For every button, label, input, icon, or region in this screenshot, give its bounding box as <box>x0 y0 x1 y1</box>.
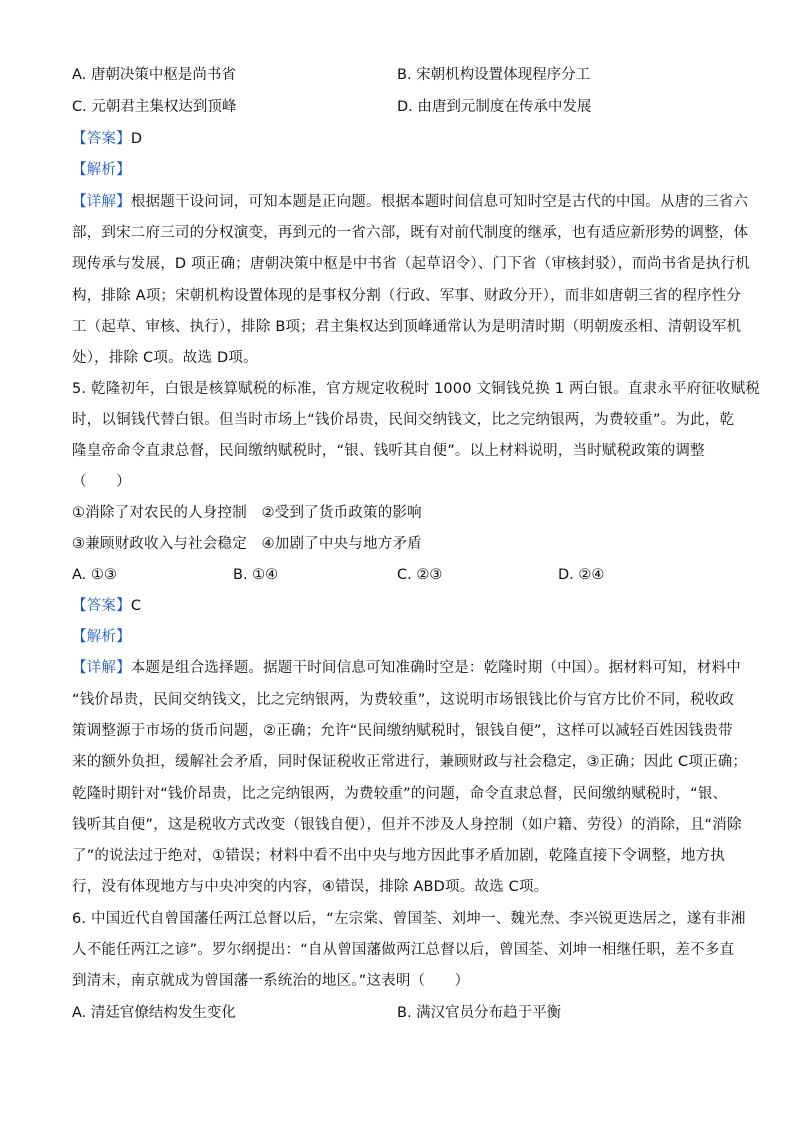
q5-detail-line-2: “钱价昂贵，民间交纳钱文，比之完纳银两，为费较重”，这说明市场银钱比价与官方比价不同，税收政 <box>72 692 735 708</box>
q4-detail-line-5: 工（起草、审核、执行），排除 B项；君主集权达到顶峰通常认为是明清时期（明朝废丞相、清朝设军机 <box>72 319 742 335</box>
q5-detail-line-4: 来的额外负担，缓解社会矛盾，同时保证税收正常进行，兼顾财政与社会稳定，③正确；因此 C项正确； <box>72 754 748 770</box>
q6-option-a: A. 清廷官僚结构发生变化 <box>72 1005 236 1021</box>
q5-detail-line-3: 策调整源于市场的货币问题，②正确；允许“民间缴纳赋税时，银钱自便”，这样可以减轻百姓因钱贵带 <box>72 723 733 739</box>
q5-option-d: D. ②④ <box>558 567 605 583</box>
q5-option-c: C. ②③ <box>397 567 443 583</box>
detail-label: 【详解】 <box>72 660 131 676</box>
q4-detail-line-2: 部，到宋二府三司的分权演变，再到元的一省六部，既有对前代制度的继承，也有适应新形势的调整，体 <box>72 225 749 241</box>
q6-stem-line-2: 人不能任两江之谚”。罗尔纲提出：“自从曾国藩做两江总督以后，曾国荃、刘坤一相继任职，差不多直 <box>72 942 735 958</box>
q5-option-a: A. ①③ <box>72 567 117 583</box>
q5-stem-line-4: （ ） <box>72 474 131 490</box>
q5-stem-line-3: 隆皇帝命令直隶总督，民间缴纳赋税时，“银、钱听其自便”。以上材料说明，当时赋税政策的调整 <box>72 443 705 459</box>
answer-label: 【答案】 <box>72 131 131 147</box>
q5-analysis-label: 【解析】 <box>72 629 131 645</box>
q5-stem-line-2: 时，以铜钱代替白银。但当时市场上“钱价昂贵，民间交纳钱文，比之完纳银两，为费较重”。为此，乾 <box>72 412 735 428</box>
q4-option-b: B. 宋朝机构设置体现程序分工 <box>397 67 591 83</box>
answer-value: D <box>130 131 143 147</box>
q5-statements-2: ③兼顾财政收入与社会稳定 ④加剧了中央与地方矛盾 <box>72 536 422 552</box>
q5-detail-line-7: 了”的说法过于绝对，①错误；材料中看不出中央与地方因此事矛盾加剧，乾隆直接下令调整，地方执 <box>72 848 726 864</box>
answer-label: 【答案】 <box>72 598 131 614</box>
answer-value: C <box>130 598 142 614</box>
q5-stem-line-1: 5. 乾隆初年，白银是核算赋税的标准，官方规定收税时 1000 文铜钱兑换 1 两白银。直隶永平府征收赋税 <box>72 381 761 397</box>
q5-detail-line-6: 钱听其自便”，这是税收方式改变（银钱自便），但并不涉及人身控制（如户籍、劳役）的消除，且“消除 <box>72 817 742 833</box>
detail-label: 【详解】 <box>72 194 131 210</box>
q6-stem-line-1: 6. 中国近代自曾国藩任两江总督以后，“左宗棠、曾国荃、刘坤一、魏光焘、李兴锐更迭居之，遂有非湘 <box>72 911 746 927</box>
q5-answer <box>72 596 141 616</box>
q5-detail-line-1: 【详解】本题是组合选择题。据题干时间信息可知准确时空是：乾隆时期（中国）。据材料可知，材料中 <box>72 660 741 676</box>
q4-option-d: D. 由唐到元制度在传承中发展 <box>397 99 592 115</box>
q6-option-b: B. 满汉官员分布趋于平衡 <box>397 1005 562 1021</box>
q5-statements-1: ①消除了对农民的人身控制 ②受到了货币政策的影响 <box>72 505 422 521</box>
q4-detail-line-3: 现传承与发展，D 项正确；唐朝决策中枢是中书省（起草诏令）、门下省（审核封驳），而尚书省是执行机 <box>72 256 750 272</box>
q4-option-c: C. 元朝君主集权达到顶峰 <box>72 99 237 115</box>
q4-answer <box>72 129 142 149</box>
q4-detail-line-4: 构，排除 A项；宋朝机构设置体现的是事权分割（行政、军事、财政分开），而非如唐朝三省的程序性分 <box>72 288 742 304</box>
q4-detail-line-6: 处），排除 C项。故选 D项。 <box>72 350 258 366</box>
q4-option-a: A. 唐朝决策中枢是尚书省 <box>72 67 236 83</box>
q4-analysis-label: 【解析】 <box>72 162 131 178</box>
q5-option-b: B. ①④ <box>233 567 279 583</box>
q5-detail-line-8: 行，没有体现地方与中央冲突的内容，④错误，排除 ABD项。故选 C项。 <box>72 879 549 895</box>
q5-detail-line-5: 乾隆时期针对“钱价昂贵，比之完纳银两，为费较重”的问题，命令直隶总督，民间缴纳赋税时，“银、 <box>72 786 728 802</box>
q6-stem-line-3: 到清末，南京就成为曾国藩一系统治的地区。”这表明（ ） <box>72 973 470 989</box>
q4-detail-line-1: 【详解】根据题干设问词，可知本题是正向题。根据本题时间信息可知时空是古代的中国。从唐的三省六 <box>72 194 749 210</box>
